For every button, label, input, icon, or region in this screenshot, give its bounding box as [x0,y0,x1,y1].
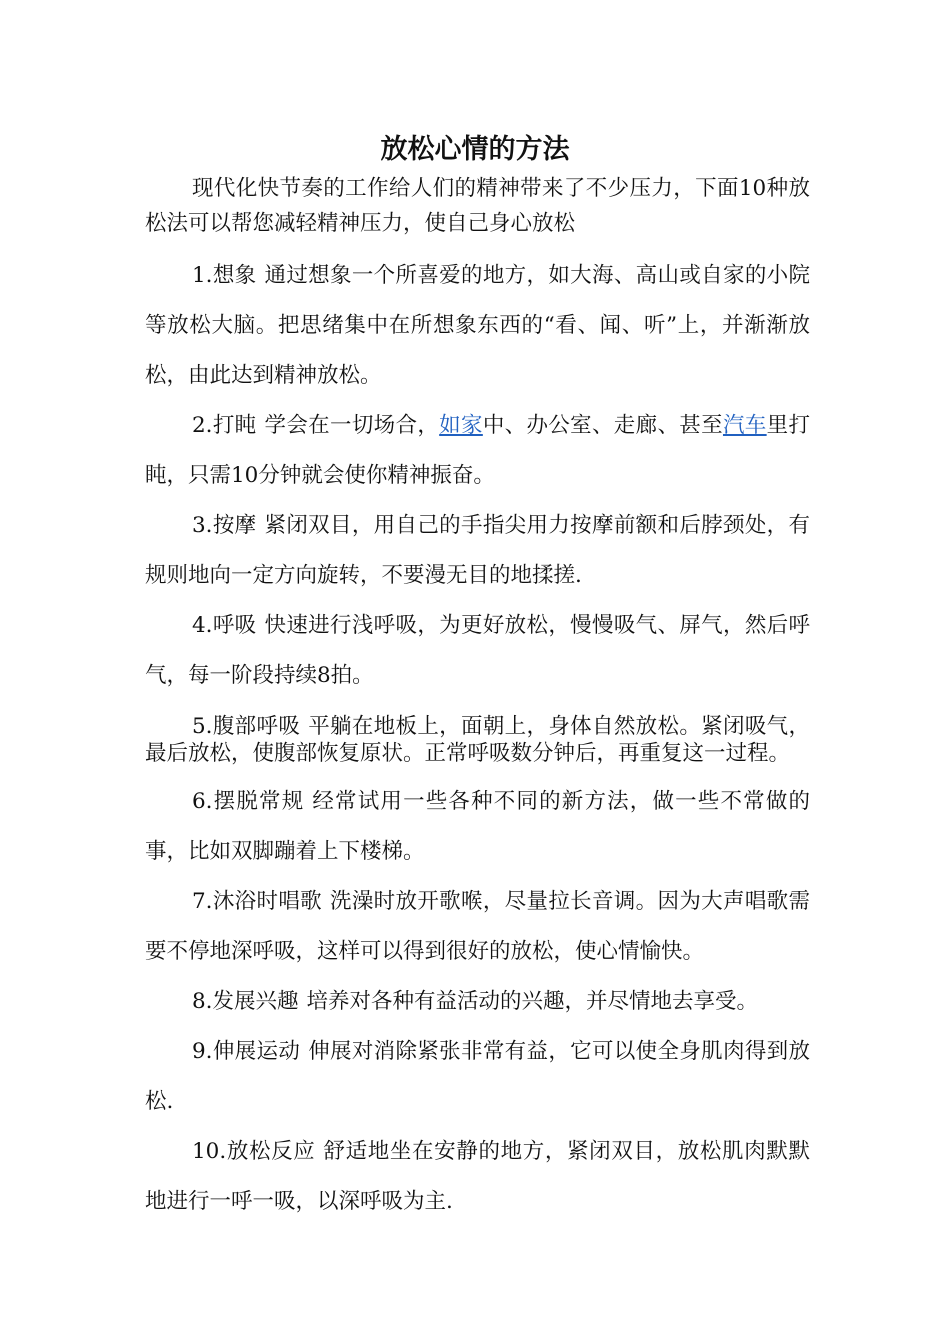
intro-paragraph: 现代化快节奏的工作给人们的精神带来了不少压力，下面10种放松法可以帮您减轻精神压力，使自己身心放松 [145,176,810,236]
method-8-heading: 8.发展兴趣 [192,989,299,1014]
method-2-heading: 2.打盹 [192,413,257,438]
method-1-paragraph [145,251,810,401]
method-9-text: 伸展对消除紧张非常有益，它可以使全身肌肉得到放松. [145,1039,810,1114]
method-1-heading: 1.想象 [192,263,257,288]
method-7-paragraph [145,877,810,977]
method-3-text: 紧闭双目，用自己的手指尖用力按摩前额和后脖颈处，有规则地向一定方向旋转，不要漫无目的地揉搓. [145,513,810,588]
method-3-paragraph [145,501,810,601]
method-4-paragraph [145,601,810,701]
method-10-text: 舒适地坐在安静的地方，紧闭双目，放松肌肉默默地进行一呼一吸，以深呼吸为主. [145,1139,810,1214]
method-1-text: 通过想象一个所喜爱的地方，如大海、高山或自家的小院等放松大脑。把思绪集中在所想象东西的“看、闻、听”上，并渐渐放松，由此达到精神放松。 [145,263,810,388]
method-2-text-a: 学会在一切场合， [264,413,440,438]
method-3-heading: 3.按摩 [192,513,257,538]
method-5-text: 平躺在地板上，面朝上，身体自然放松。紧闭吸气，最后放松，使腹部恢复原状。正常呼吸数分钟后，再重复这一过程。 [145,714,810,766]
method-10-paragraph [145,1127,810,1227]
method-7-text: 洗澡时放开歌喉，尽量拉长音调。因为大声唱歌需要不停地深呼吸，这样可以得到很好的放松，使心情愉快。 [145,889,810,964]
method-8-paragraph [145,977,810,1027]
car-link[interactable]: 汽车 [722,413,767,438]
method-5-heading: 5.腹部呼吸 [192,714,301,739]
method-5-paragraph [145,713,810,767]
method-2-text-b: 中、办公室、走廊、甚至 [482,413,723,438]
home-link[interactable]: 如家 [439,413,483,438]
method-2-paragraph [145,401,810,501]
document-title: 放松心情的方法 [380,134,570,165]
method-10-heading: 10.放松反应 [192,1139,316,1164]
method-9-paragraph [145,1027,810,1127]
method-7-heading: 7.沐浴时唱歌 [192,889,323,914]
method-4-text: 快速进行浅呼吸，为更好放松，慢慢吸气、屏气，然后呼气，每一阶段持续8拍。 [145,613,810,688]
method-4-heading: 4.呼吸 [192,613,257,638]
method-6-heading: 6.摆脱常规 [192,789,305,814]
method-2-text-c: 里打盹，只需10分钟就会使你精神振奋。 [145,413,810,488]
method-6-paragraph [145,777,810,877]
method-9-heading: 9.伸展运动 [192,1039,301,1064]
method-8-text: 培养对各种有益活动的兴趣，并尽情地去享受。 [306,989,759,1014]
document-body [145,171,810,1227]
method-6-text: 经常试用一些各种不同的新方法，做一些不常做的事，比如双脚蹦着上下楼梯。 [145,789,810,864]
